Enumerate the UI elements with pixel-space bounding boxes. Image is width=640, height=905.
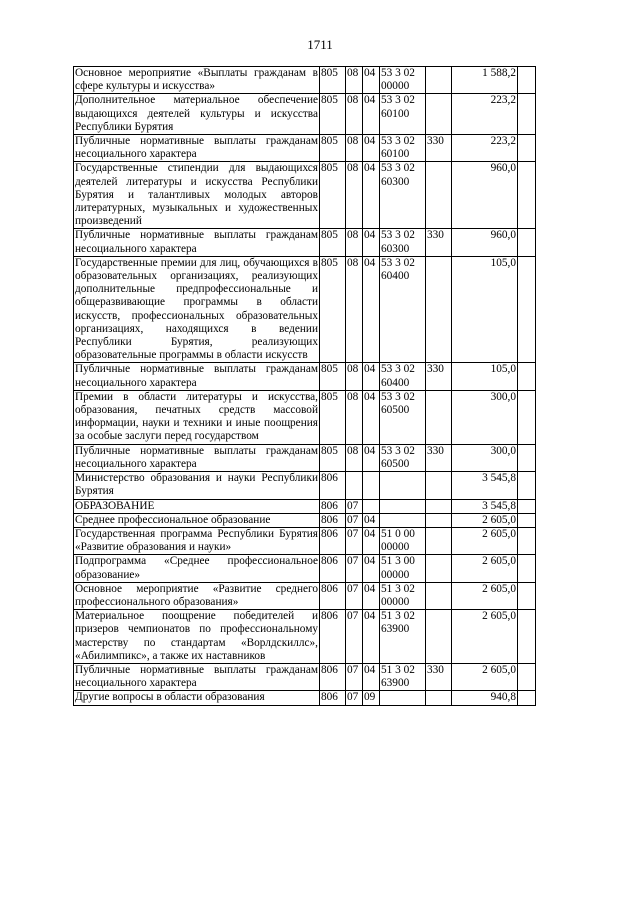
row-csr-cell: [380, 472, 426, 499]
row-sum-cell: 2 605,0: [452, 582, 518, 609]
row-csr-cell: 51 3 02 63900: [380, 610, 426, 664]
row-csr-cell: 53 3 02 60400: [380, 256, 426, 363]
row-vr-cell: 330: [426, 663, 452, 690]
row-empty-cell: [518, 444, 536, 471]
row-rz-cell: 07: [346, 610, 363, 664]
row-name-cell: Дополнительное материальное обеспечение выдающихся деятелей культуры и искусства Республики Бурятия: [75, 94, 318, 133]
row-empty-cell: [518, 472, 536, 499]
row-pr-cell: 04: [363, 527, 380, 554]
row-vr-cell: 330: [426, 444, 452, 471]
row-empty-cell: [518, 162, 536, 229]
row-csr-cell: [380, 513, 426, 527]
row-csr-cell: [380, 499, 426, 513]
row-pr-cell: [363, 472, 380, 499]
row-ved-cell: 805: [320, 444, 346, 471]
row-pr-cell: 04: [363, 94, 380, 135]
table-row: [74, 444, 536, 471]
row-sum-cell: 2 605,0: [452, 513, 518, 527]
row-vr-cell: [426, 94, 452, 135]
row-csr-cell: 53 3 02 60300: [380, 162, 426, 229]
row-csr-cell: 51 0 00 00000: [380, 527, 426, 554]
row-sum-cell: 2 605,0: [452, 527, 518, 554]
row-vr-cell: [426, 256, 452, 363]
row-name-cell: Публичные нормативные выплаты гражданам несоциального характера: [75, 663, 318, 690]
row-vr-cell: [426, 472, 452, 499]
table-row: [74, 256, 536, 363]
row-ved-cell: 806: [320, 555, 346, 582]
row-empty-cell: [518, 555, 536, 582]
row-rz-cell: 07: [346, 527, 363, 554]
row-name-cell: Премии в области литературы и искусства, образования, печатных средств массовой информации, науки и техники и иные поощрения за особые заслуги перед государством: [75, 390, 318, 443]
row-csr-cell: 51 3 02 63900: [380, 663, 426, 690]
row-ved-cell: 806: [320, 610, 346, 664]
row-name-cell: Подпрограмма «Среднее профессиональное образование»: [75, 555, 318, 581]
row-pr-cell: 04: [363, 663, 380, 690]
row-pr-cell: 04: [363, 135, 380, 162]
row-ved-cell: 805: [320, 94, 346, 135]
row-csr-cell: 53 3 02 60100: [380, 94, 426, 135]
table-row: [74, 67, 536, 94]
row-name-cell: Среднее профессиональное образование: [74, 513, 320, 527]
row-empty-cell: [518, 610, 536, 664]
page-number: 1711: [307, 37, 333, 52]
row-vr-cell: [426, 691, 452, 705]
row-name-cell: Публичные нормативные выплаты гражданам несоциального характера: [75, 135, 318, 161]
row-csr-cell: 53 3 02 60500: [380, 390, 426, 444]
row-rz-cell: 08: [346, 444, 363, 471]
row-csr-cell: 53 3 02 60400: [380, 363, 426, 390]
row-empty-cell: [518, 135, 536, 162]
row-empty-cell: [518, 67, 536, 94]
table-row: [74, 513, 536, 527]
row-vr-cell: [426, 513, 452, 527]
row-rz-cell: 08: [346, 135, 363, 162]
row-rz-cell: 08: [346, 67, 363, 94]
row-empty-cell: [518, 256, 536, 363]
row-rz-cell: 07: [346, 513, 363, 527]
row-ved-cell: 806: [320, 472, 346, 499]
row-name-cell: Публичные нормативные выплаты гражданам несоциального характера: [75, 229, 318, 255]
row-sum-cell: 960,0: [452, 229, 518, 256]
row-sum-cell: 223,2: [452, 94, 518, 135]
table-row: [74, 663, 536, 690]
row-csr-cell: 51 3 00 00000: [380, 555, 426, 582]
row-rz-cell: 07: [346, 555, 363, 582]
row-ved-cell: 806: [320, 582, 346, 609]
table-row: [74, 499, 536, 513]
row-name-cell: ОБРАЗОВАНИЕ: [74, 499, 320, 513]
row-rz-cell: 08: [346, 94, 363, 135]
row-sum-cell: 960,0: [452, 162, 518, 229]
row-rz-cell: 08: [346, 162, 363, 229]
row-sum-cell: 2 605,0: [452, 555, 518, 582]
row-rz-cell: 07: [346, 499, 363, 513]
row-empty-cell: [518, 663, 536, 690]
row-name-cell: Другие вопросы в области образования: [74, 691, 320, 705]
row-pr-cell: 04: [363, 582, 380, 609]
row-pr-cell: 04: [363, 513, 380, 527]
row-ved-cell: 805: [320, 256, 346, 363]
row-vr-cell: [426, 390, 452, 444]
row-ved-cell: 805: [320, 390, 346, 444]
row-rz-cell: 08: [346, 390, 363, 444]
row-rz-cell: 08: [346, 229, 363, 256]
row-vr-cell: [426, 555, 452, 582]
row-ved-cell: 806: [320, 663, 346, 690]
table-body: [74, 67, 536, 706]
row-pr-cell: 04: [363, 67, 380, 94]
row-empty-cell: [518, 691, 536, 705]
budget-table: [73, 66, 536, 706]
row-pr-cell: 04: [363, 555, 380, 582]
table-row: [74, 610, 536, 664]
row-csr-cell: 53 3 02 60100: [380, 135, 426, 162]
row-rz-cell: 07: [346, 663, 363, 690]
row-ved-cell: 806: [320, 499, 346, 513]
row-empty-cell: [518, 582, 536, 609]
row-name-cell: Публичные нормативные выплаты гражданам несоциального характера: [75, 363, 318, 389]
row-pr-cell: 04: [363, 229, 380, 256]
row-pr-cell: [363, 499, 380, 513]
table-row: [74, 162, 536, 229]
row-empty-cell: [518, 94, 536, 135]
row-csr-cell: [380, 691, 426, 705]
row-name-cell: Основное мероприятие «Выплаты гражданам в сфере культуры и искусства»: [75, 67, 318, 93]
row-rz-cell: 08: [346, 256, 363, 363]
row-pr-cell: 09: [363, 691, 380, 705]
row-empty-cell: [518, 499, 536, 513]
row-csr-cell: 53 3 02 60500: [380, 444, 426, 471]
table-row: [74, 472, 536, 499]
row-sum-cell: 3 545,8: [452, 472, 518, 499]
row-pr-cell: 04: [363, 444, 380, 471]
row-empty-cell: [518, 513, 536, 527]
row-pr-cell: 04: [363, 390, 380, 444]
row-name-cell: Материальное поощрение победителей и призеров чемпионатов по профессиональному мастерству по стандартам «Ворлдскиллс», «Абилимпикс», а также их наставников: [75, 610, 318, 662]
row-pr-cell: 04: [363, 256, 380, 363]
table-row: [74, 94, 536, 135]
row-name-cell: Министерство образования и науки Республики Бурятия: [75, 472, 318, 498]
row-rz-cell: 07: [346, 582, 363, 609]
row-vr-cell: [426, 162, 452, 229]
row-empty-cell: [518, 363, 536, 390]
row-rz-cell: 08: [346, 363, 363, 390]
table-row: [74, 390, 536, 444]
table-row: [74, 527, 536, 554]
row-name-cell: Основное мероприятие «Развитие среднего профессионального образования»: [75, 582, 318, 608]
row-sum-cell: 300,0: [452, 444, 518, 471]
row-sum-cell: 223,2: [452, 135, 518, 162]
table-row: [74, 135, 536, 162]
row-name-cell: Государственные премии для лиц, обучающихся в образовательных организациях, реализующих дополнительные предпрофессиональные и общеразвивающие программы в области искусств, профессиональных образовательных организациях, находящихся в ведении Республики Бурятия, реализующих образовательные программы в области искусств: [75, 256, 318, 362]
row-empty-cell: [518, 527, 536, 554]
row-name-cell: Публичные нормативные выплаты гражданам несоциального характера: [75, 444, 318, 470]
row-vr-cell: 330: [426, 135, 452, 162]
row-ved-cell: 805: [320, 229, 346, 256]
row-ved-cell: 805: [320, 162, 346, 229]
row-csr-cell: 51 3 02 00000: [380, 582, 426, 609]
table-row: [74, 691, 536, 705]
row-name-cell: Государственные стипендии для выдающихся деятелей литературы и искусства Республики Бурятия и талантливых молодых авторов литературных, музыкальных и художественных произведений: [75, 162, 318, 228]
row-name-cell: Государственная программа Республики Бурятия «Развитие образования и науки»: [75, 527, 318, 554]
row-ved-cell: 806: [320, 513, 346, 527]
row-vr-cell: [426, 582, 452, 609]
row-csr-cell: 53 3 02 00000: [380, 67, 426, 94]
table-row: [74, 555, 536, 582]
table-row: [74, 363, 536, 390]
row-vr-cell: [426, 527, 452, 554]
row-vr-cell: [426, 499, 452, 513]
row-csr-cell: 53 3 02 60300: [380, 229, 426, 256]
row-vr-cell: 330: [426, 363, 452, 390]
row-sum-cell: 1 588,2: [452, 67, 518, 94]
row-sum-cell: 3 545,8: [452, 499, 518, 513]
row-empty-cell: [518, 390, 536, 444]
row-ved-cell: 805: [320, 135, 346, 162]
row-pr-cell: 04: [363, 363, 380, 390]
row-sum-cell: 940,8: [452, 691, 518, 705]
table-row: [74, 229, 536, 256]
row-rz-cell: [346, 472, 363, 499]
row-vr-cell: [426, 67, 452, 94]
row-pr-cell: 04: [363, 162, 380, 229]
row-sum-cell: 105,0: [452, 363, 518, 390]
row-sum-cell: 2 605,0: [452, 610, 518, 664]
row-vr-cell: 330: [426, 229, 452, 256]
row-ved-cell: 806: [320, 527, 346, 554]
row-ved-cell: 805: [320, 67, 346, 94]
row-pr-cell: 04: [363, 610, 380, 664]
row-sum-cell: 300,0: [452, 390, 518, 444]
row-ved-cell: 805: [320, 363, 346, 390]
row-sum-cell: 2 605,0: [452, 663, 518, 690]
table-row: [74, 582, 536, 609]
row-empty-cell: [518, 229, 536, 256]
row-ved-cell: 806: [320, 691, 346, 705]
row-sum-cell: 105,0: [452, 256, 518, 363]
row-vr-cell: [426, 610, 452, 664]
row-rz-cell: 07: [346, 691, 363, 705]
